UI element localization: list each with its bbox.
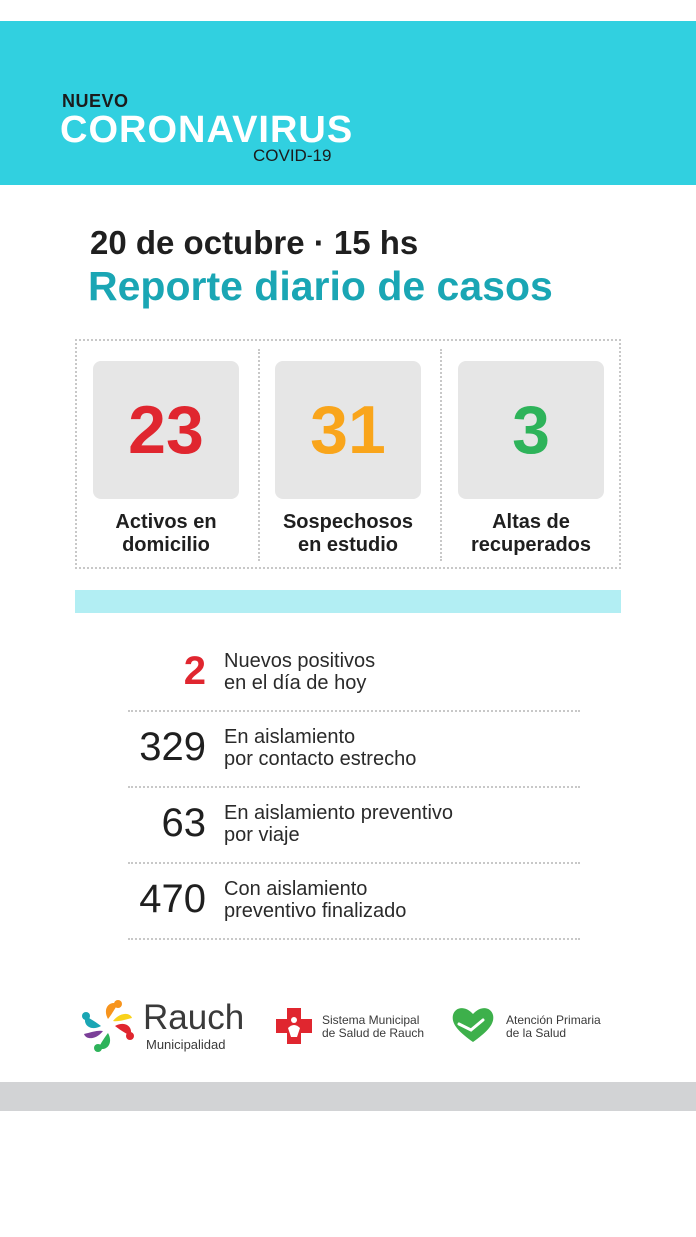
health-cross-logo-icon <box>274 1006 314 1046</box>
detail-line: En aislamiento <box>224 726 356 748</box>
detail-text <box>224 726 416 770</box>
detail-line: en el día de hoy <box>224 672 367 694</box>
stat-label-line: domicilio <box>122 534 210 556</box>
aps-line: de la Salud <box>506 1026 567 1040</box>
aps-text <box>506 1014 601 1040</box>
sistema-line: de Salud de Rauch <box>322 1026 425 1040</box>
detail-line: En aislamiento preventivo <box>224 802 454 824</box>
stats-divider <box>258 349 260 561</box>
detail-line: por contacto estrecho <box>224 748 417 770</box>
detail-row-new-positives <box>128 636 580 712</box>
stat-label-line: Sospechosos <box>282 511 414 533</box>
stat-label-line: Activos en <box>115 511 217 533</box>
detail-row-finished <box>128 864 580 940</box>
detail-text <box>224 650 375 694</box>
header-title: CORONAVIRUS <box>60 109 354 151</box>
report-title: Reporte diario de casos <box>88 263 553 309</box>
detail-line: Con aislamiento <box>224 878 368 900</box>
detail-value: 470 <box>139 877 206 921</box>
bottom-gray-bar <box>0 1082 696 1111</box>
detail-line: preventivo finalizado <box>224 900 407 922</box>
detail-line: por viaje <box>224 824 300 846</box>
footer-logos <box>0 990 696 1070</box>
stat-label-line: Altas de <box>492 511 570 533</box>
stat-suspected-value: 31 <box>275 361 421 499</box>
detail-row-travel <box>128 788 580 864</box>
heart-hands-logo-icon <box>449 1004 497 1044</box>
header-subtitle: COVID-19 <box>253 146 332 165</box>
stat-active-value: 23 <box>93 361 239 499</box>
detail-line: Nuevos positivos <box>224 650 376 672</box>
header-banner <box>0 21 696 185</box>
detail-value: 2 <box>183 649 206 693</box>
detail-value: 63 <box>161 801 206 845</box>
top-margin <box>0 0 696 21</box>
stat-recovered-value: 3 <box>458 361 604 499</box>
sistema-text <box>322 1014 424 1040</box>
detail-text <box>224 878 406 922</box>
stat-label-line: recuperados <box>470 534 592 556</box>
stat-suspected-label <box>263 511 433 557</box>
stat-active-label <box>81 511 251 557</box>
rauch-name: Rauch <box>143 998 245 1037</box>
report-date: 20 de octubre · 15 hs <box>90 224 419 261</box>
stats-divider <box>440 349 442 561</box>
detail-value: 329 <box>139 725 206 769</box>
stats-panel <box>75 339 621 569</box>
rauch-subtitle: Municipalidad <box>146 1037 226 1052</box>
stat-recovered-label <box>446 511 616 557</box>
rauch-municipalidad-logo-icon <box>80 998 136 1054</box>
stat-label-line: en estudio <box>297 534 398 556</box>
aps-line: Atención Primaria <box>506 1013 601 1027</box>
row-separator <box>128 938 580 940</box>
detail-row-close-contact <box>128 712 580 788</box>
header-kicker: NUEVO <box>62 91 129 111</box>
sistema-line: Sistema Municipal <box>322 1013 420 1027</box>
detail-text <box>224 802 453 846</box>
section-divider-bar <box>75 590 621 613</box>
